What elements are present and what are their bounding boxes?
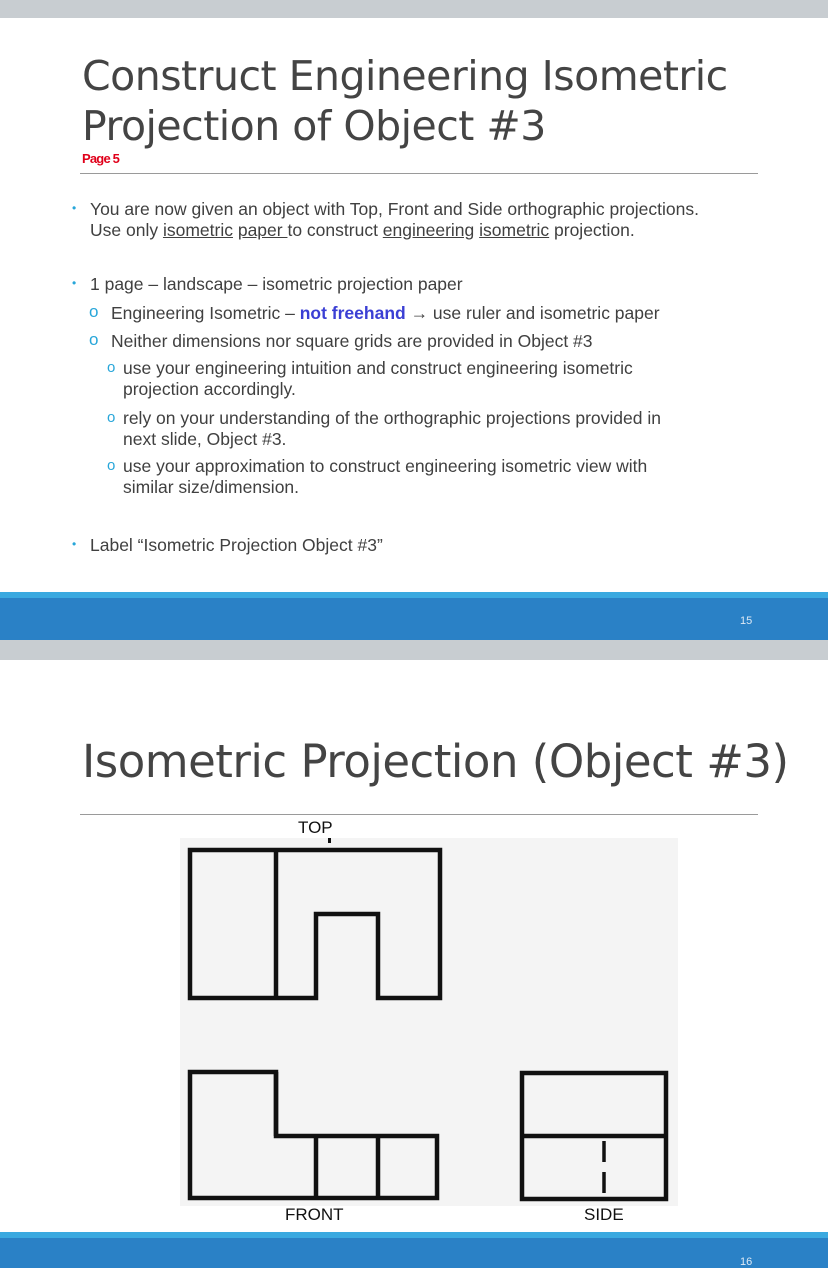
top-view-label: TOP — [298, 818, 333, 837]
sub-bullet-2: Neither dimensions nor square grids are provided in Object #3 — [111, 331, 593, 351]
subsub-bullet-3-line-1: use your approximation to construct engineering isometric view with — [123, 456, 648, 476]
underlined-isometric: isometric — [162, 220, 233, 240]
underlined-paper: paper — [237, 220, 288, 240]
front-view-label: FRONT — [285, 1205, 344, 1224]
bullet-dot-1: • — [72, 201, 77, 215]
underlined-engineering: engineering — [382, 220, 475, 240]
underlined-isometric-2: isometric — [479, 220, 550, 240]
subsub-bullet-circle-3: o — [107, 457, 116, 474]
slide-15-title — [82, 51, 728, 151]
slide-16-title: Isometric Projection (Object #3) — [82, 735, 789, 788]
sub-bullet-circle-1: o — [89, 302, 99, 321]
subsub-bullet-1-line-2: projection accordingly. — [123, 379, 296, 399]
slide-15-title-line1: Construct Engineering Isometric — [82, 52, 728, 100]
sub-bullet-1: Engineering Isometric – not freehand → use ruler and isometric paper — [111, 303, 660, 323]
side-view-label: SIDE — [584, 1205, 624, 1224]
bullet-1-line-2: Use only isometric paper to construct engineering isometric projection. — [90, 220, 635, 240]
subsub-bullet-1-line-1: use your engineering intuition and construct engineering isometric — [123, 358, 633, 378]
slide-15-title-rule — [80, 173, 758, 174]
bullet-2-text: 1 page – landscape – isometric projection paper — [90, 274, 463, 294]
orthographic-figure-background — [180, 838, 678, 1206]
slide-15-title-line2: Projection of Object #3 — [82, 102, 546, 150]
sub-bullet-circle-2: o — [89, 330, 99, 349]
subsub-bullet-3-line-2: similar size/dimension. — [123, 477, 300, 497]
not-freehand-emphasis: not freehand — [299, 303, 406, 323]
slide-16-footer — [0, 1238, 828, 1268]
bullet-dot-3: • — [72, 537, 77, 551]
subsub-bullet-2-line-1: rely on your understanding of the orthographic projections provided in — [123, 408, 661, 428]
subsub-bullet-2-line-2: next slide, Object #3. — [123, 429, 287, 449]
subsub-bullet-circle-2: o — [107, 409, 116, 426]
bullet-3-text: Label “Isometric Projection Object #3” — [90, 535, 383, 555]
top-separator-bar — [0, 0, 828, 18]
slide-15-footer — [0, 598, 828, 640]
bullet-dot-2: • — [72, 276, 77, 290]
middle-separator-bar — [0, 640, 828, 660]
bullet-1-line-1: You are now given an object with Top, Front and Side orthographic projections. — [90, 199, 699, 219]
slide-16-number: 16 — [740, 1256, 753, 1268]
subsub-bullet-circle-1: o — [107, 359, 116, 376]
slide-15-number: 15 — [740, 615, 753, 627]
slide-16-title-rule — [80, 814, 758, 815]
page-label: Page 5 — [82, 151, 120, 166]
